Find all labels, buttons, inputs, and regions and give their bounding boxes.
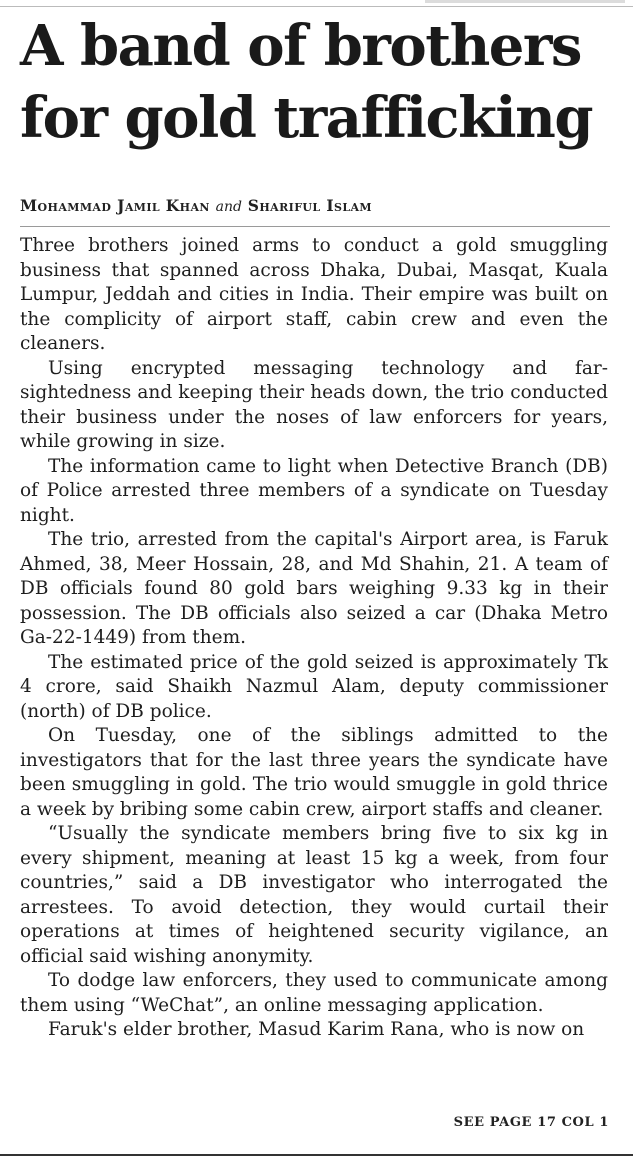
- article-body: [20, 234, 608, 1043]
- top-rule: [0, 0, 633, 7]
- headline: [20, 10, 620, 154]
- article-paragraph-9: Faruk's elder brother, Masud Karim Rana, who is now on: [48, 1019, 585, 1040]
- top-rule-tick: [425, 0, 625, 3]
- byline-conjunction: and: [215, 199, 242, 215]
- article-paragraph-8: To dodge law enforcers, they used to communicate among them using “WeChat”, an online messaging application.: [20, 970, 608, 1016]
- headline-line-2: for gold trafficking: [20, 85, 593, 151]
- article-paragraph-2: Using encrypted messaging technology and far-sightedness and keeping their heads down, the trio conducted their business under the noses of law enforcers for years, while growing in size.: [20, 357, 608, 452]
- byline-author-2: Shariful Islam: [247, 196, 372, 215]
- byline-divider: [20, 226, 610, 227]
- byline: [20, 196, 610, 215]
- headline-line-1: A band of brothers: [20, 13, 581, 79]
- article-paragraph-7: “Usually the syndicate members bring five to six kg in every shipment, meaning at least 15 kg a week, from four countries,” said a DB investigator who interrogated the arrestees. To avoid detection, they would curtail their operations at times of heightened security vigilance, an official said wishing anonymity.: [20, 823, 608, 967]
- continuation-jump: SEE PAGE 17 COL 1: [453, 1115, 609, 1130]
- article-paragraph-1: Three brothers joined arms to conduct a gold smuggling business that spanned across Dhaka, Dubai, Masqat, Kuala Lumpur, Jeddah and cities in India. Their empire was built on the complicity of airport staff, cabin crew and even the cleaners.: [20, 235, 608, 354]
- article-paragraph-6: On Tuesday, one of the siblings admitted to the investigators that for the last three years the syndicate have been smuggling in gold. The trio would smuggle in gold thrice a week by bribing some cabin crew, airport staffs and cleaner.: [20, 725, 608, 820]
- article-paragraph-5: The estimated price of the gold seized is approximately Tk 4 crore, said Shaikh Nazmul Alam, deputy commissioner (north) of DB police.: [20, 651, 608, 722]
- article-paragraph-3: The information came to light when Detective Branch (DB) of Police arrested three members of a syndicate on Tuesday night.: [20, 455, 608, 526]
- bottom-rule: [0, 1154, 633, 1156]
- article-paragraph-4: The trio, arrested from the capital's Airport area, is Faruk Ahmed, 38, Meer Hossain, 28, and Md Shahin, 21. A team of DB officials found 80 gold bars weighing 9.33 kg in their possession. The DB officials also seized a car (Dhaka Metro Ga-22-1449) from them.: [20, 529, 608, 648]
- byline-author-1: Mohammad Jamil Khan: [20, 196, 210, 215]
